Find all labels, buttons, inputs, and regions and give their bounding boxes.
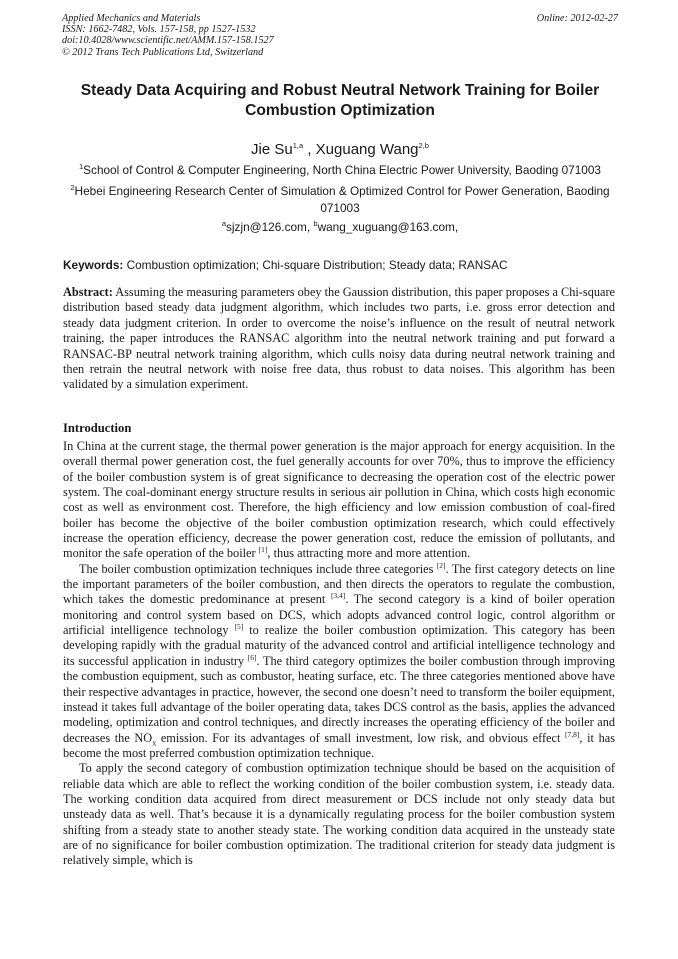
author-separator: , [303, 141, 316, 158]
paragraph-2-text: . The third category optimizes the boiler combustion through improving the combustion equipment, such as combustor, heating surface, etc. The three categories mentioned above have their respective advantages in practice, however, the second one doesn’t need to transform the boiler equipment, instead it takes full advantage of the boiler operating data, takes DCS control as the basis, applies the advanced modeling, optimization and control techniques, and directly increases the operating efficiency of the boiler and decreases the NO [63, 653, 615, 745]
paragraph-2-text-end: , it has become the most preferred combustion optimization technique. [63, 730, 615, 760]
keywords-label: Keywords: [63, 258, 124, 272]
paragraph-2-text: . The second category is a kind of boiler operation monitoring and control system based on DCS, which adopts advanced control logic, control algorithm or artificial intelligence technology [63, 592, 615, 638]
abstract-label: Abstract: [63, 285, 113, 299]
author-line [62, 141, 618, 159]
author-1: Jie Su [251, 141, 293, 158]
paragraph-1-text: In China at the current stage, the thermal power generation is the major approach for energy acquisition. In the overall thermal power generation cost, the fuel generally accounts for over 70%, thus to improve the efficiency of the boiler combustion system is of great significance to decreasing the operation cost of the electric power system. The coal-dominant energy structure results in serious air pollution in China, which costs high economic cost as well as environment cost. Therefore, the high efficiency and low emission combustion of coal-fired boiler has become the objective of the boiler combustion optimization research, which could effectively increase the operation efficiency, decrease the power generation cost, reduce the emission of pollutants, and monitor the safe operation of the boiler [63, 439, 615, 561]
doi-line: doi:10.4028/www.scientific.net/AMM.157-158.1527 [62, 35, 274, 47]
paragraph-2-text: The boiler combustion optimization techniques include three categories [79, 561, 437, 576]
citation: [1] [258, 545, 268, 555]
affiliation-2-number: 2 [70, 183, 75, 193]
paragraph-1-text-end: , thus attracting more and more attention. [267, 546, 471, 561]
citation: [7,8] [565, 729, 580, 739]
nox-subscript: x [152, 737, 157, 747]
abstract [63, 285, 615, 393]
citation: [5] [234, 622, 244, 632]
author-2: Xuguang Wang [315, 141, 419, 158]
journal-header [62, 13, 618, 58]
paper-title: Steady Data Acquiring and Robust Neutral Network Training for Boiler Combustion Optimization [80, 82, 600, 119]
author-emails [62, 219, 618, 236]
introduction-body [63, 439, 615, 869]
copyright-line: © 2012 Trans Tech Publications Ltd, Switzerland [62, 46, 264, 58]
email-a-mark: a [221, 219, 227, 229]
affiliation-2-text: Hebei Engineering Research Center of Simulation & Optimized Control for Power Generation, Baoding 071003 [74, 184, 610, 215]
citation: [2] [436, 560, 446, 570]
issn-line: ISSN: 1662-7482, Vols. 157-158, pp 1527-1532 [62, 24, 256, 36]
email-b-mark: b [313, 219, 318, 229]
section-heading-introduction: Introduction [63, 421, 132, 435]
author-2-affiliation: 2,b [418, 141, 429, 150]
paragraph-2-text: emission. For its advantages of small investment, low risk, and obvious effect [156, 730, 566, 745]
abstract-text: Assuming the measuring parameters obey the Gaussion distribution, this paper proposes a Chi-square distribution based steady data judgment algorithm, which includes two parts, i.e. gross error detection and steady data judgment criterion. In order to overcome the noise’s influence on the result of neutral network training, the paper introduces the RANSAC algorithm into the neutral network training and put forward a RANSAC-BP neutral network training algorithm, which culls noisy data during neutral network training and then retrain the neutral network with noise free data, thus robust to data noises. This algorithm has been validated by a simulation experiment. [63, 285, 615, 392]
paragraph-2 [63, 562, 615, 761]
citation: [6] [247, 652, 257, 662]
affiliation-2 [62, 183, 618, 217]
author-1-affiliation: 1,a [292, 141, 304, 150]
keywords-text: Combustion optimization; Chi-square Distribution; Steady data; RANSAC [123, 258, 508, 272]
journal-name: Applied Mechanics and Materials [62, 13, 201, 24]
affiliation-1 [62, 162, 618, 179]
citation: [3,4] [330, 591, 346, 601]
email-b: wang_xuguang@163.com, [317, 220, 459, 234]
affiliation-1-text: School of Control & Computer Engineering, North China Electric Power University, Baoding 071003 [83, 163, 601, 177]
paragraph-2-text: . The first category detects on line the important parameters of the boiler combustion, and then directs the operators to regulate the combustion, which takes the domestic predominance at present [63, 561, 615, 607]
paragraph-1 [63, 439, 615, 562]
paragraph-2-text: to realize the boiler combustion optimization. This category has been developing rapidly with the gradual maturity of the advanced control and artificial intelligence technology and its successful application in industry [63, 623, 615, 668]
affiliation-1-number: 1 [79, 162, 84, 172]
email-a: sjzjn@126.com, [226, 220, 314, 234]
keywords [63, 257, 619, 273]
paragraph-3: To apply the second category of combustion optimization technique should be based on the acquisition of reliable data which are able to reflect the working condition of the boiler combustion system, i.e. steady data. The working condition data acquired from direct measurement or DCS include not only steady data but unsteady data as well. That’s because it is a dynamically regulating process for the boiler combustion system shifting from a steady state to another steady state. The working condition data acquired in the unsteady state are of no significance for boiler combustion optimization. The traditional criterion for steady data judgment is relatively simple, which is [63, 761, 615, 868]
online-date: Online: 2012-02-27 [536, 13, 618, 24]
